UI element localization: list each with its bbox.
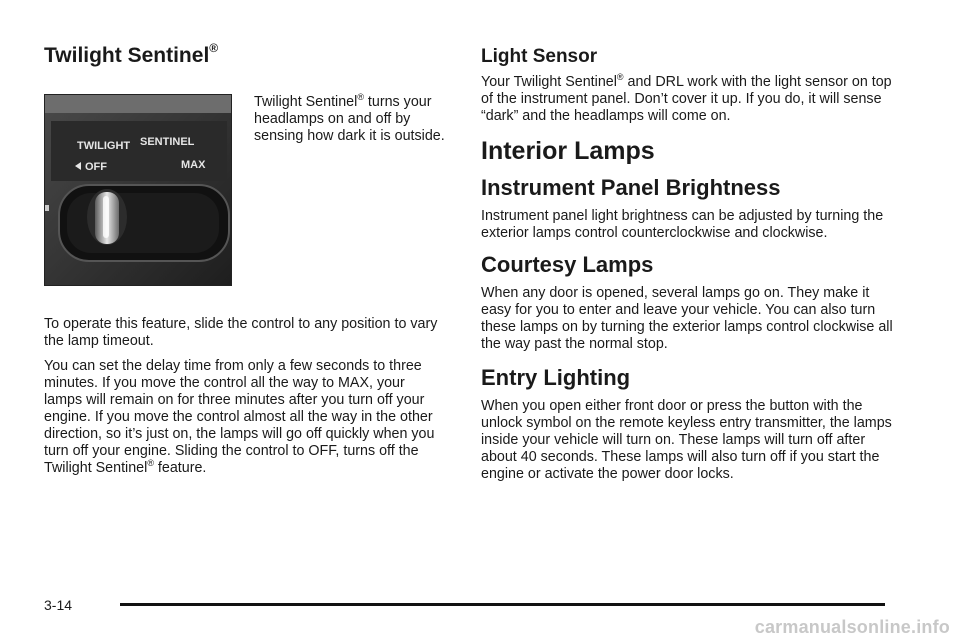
- photo-label-max: MAX: [181, 159, 206, 171]
- photo-label-off: OFF: [85, 161, 107, 173]
- panel-brightness-heading: Instrument Panel Brightness: [481, 175, 781, 200]
- courtesy-lamps-body: When any door is opened, several lamps go on. They make it easy for you to enter and leave your vehicle. You can also turn these lamps on by turning the exterior lamps control clockwise all the way past the normal stop.: [481, 285, 893, 352]
- operate-paragraph: To operate this feature, slide the control to any position to vary the lamp timeout.: [44, 316, 438, 349]
- watermark: carmanualsonline.info: [754, 617, 950, 637]
- photo-block: [44, 94, 446, 294]
- entry-lighting-body: When you open either front door or press the button with the unlock symbol on the remote keyless entry transmitter, the lamps inside your vehicle will turn on. These lamps will turn off after about 40 seconds. These lamps will also turn off if you start the engine or activate the power door locks.: [481, 398, 892, 482]
- light-sensor-heading: Light Sensor: [481, 46, 598, 67]
- footer-rule: [120, 603, 885, 606]
- twilight-sentinel-control-photo: [44, 94, 232, 286]
- twilight-sentinel-heading: Twilight Sentinel®: [44, 41, 219, 67]
- entry-lighting-heading: Entry Lighting: [481, 365, 631, 390]
- photo-caption: Twilight Sentinel® turns your headlamps on and off by sensing how dark it is outside.: [254, 92, 445, 144]
- photo-label-sentinel: SENTINEL: [140, 136, 195, 148]
- interior-lamps-heading: Interior Lamps: [481, 137, 655, 165]
- delay-paragraph: You can set the delay time from only a few seconds to three minutes. If you move the control all the way to MAX, your lamps will remain on for three minutes after you turn off your engine. If you move the control almost all the way in the other direction, so it’s just on, the lamps will go off quickly when you turn off your engine. Sliding the control to OFF, turns off the Twilight Sentinel® feature.: [44, 358, 435, 476]
- right-column: [481, 38, 901, 483]
- photo-label-twilight: TWILIGHT: [77, 140, 131, 152]
- light-sensor-body: Your Twilight Sentinel® and DRL work with the light sensor on top of the instrument panel. Don’t cover it up. If you do, it will sense “dark” and the headlamps will come on.: [481, 72, 892, 124]
- page-number: 3-14: [44, 597, 73, 613]
- control-panel-illustration: [45, 95, 231, 285]
- panel-brightness-body: Instrument panel light brightness can be adjusted by turning the exterior lamps control counterclockwise and clockwise.: [481, 208, 884, 241]
- left-column: [44, 38, 446, 477]
- courtesy-lamps-heading: Courtesy Lamps: [481, 252, 654, 277]
- registered-mark: ®: [209, 41, 219, 55]
